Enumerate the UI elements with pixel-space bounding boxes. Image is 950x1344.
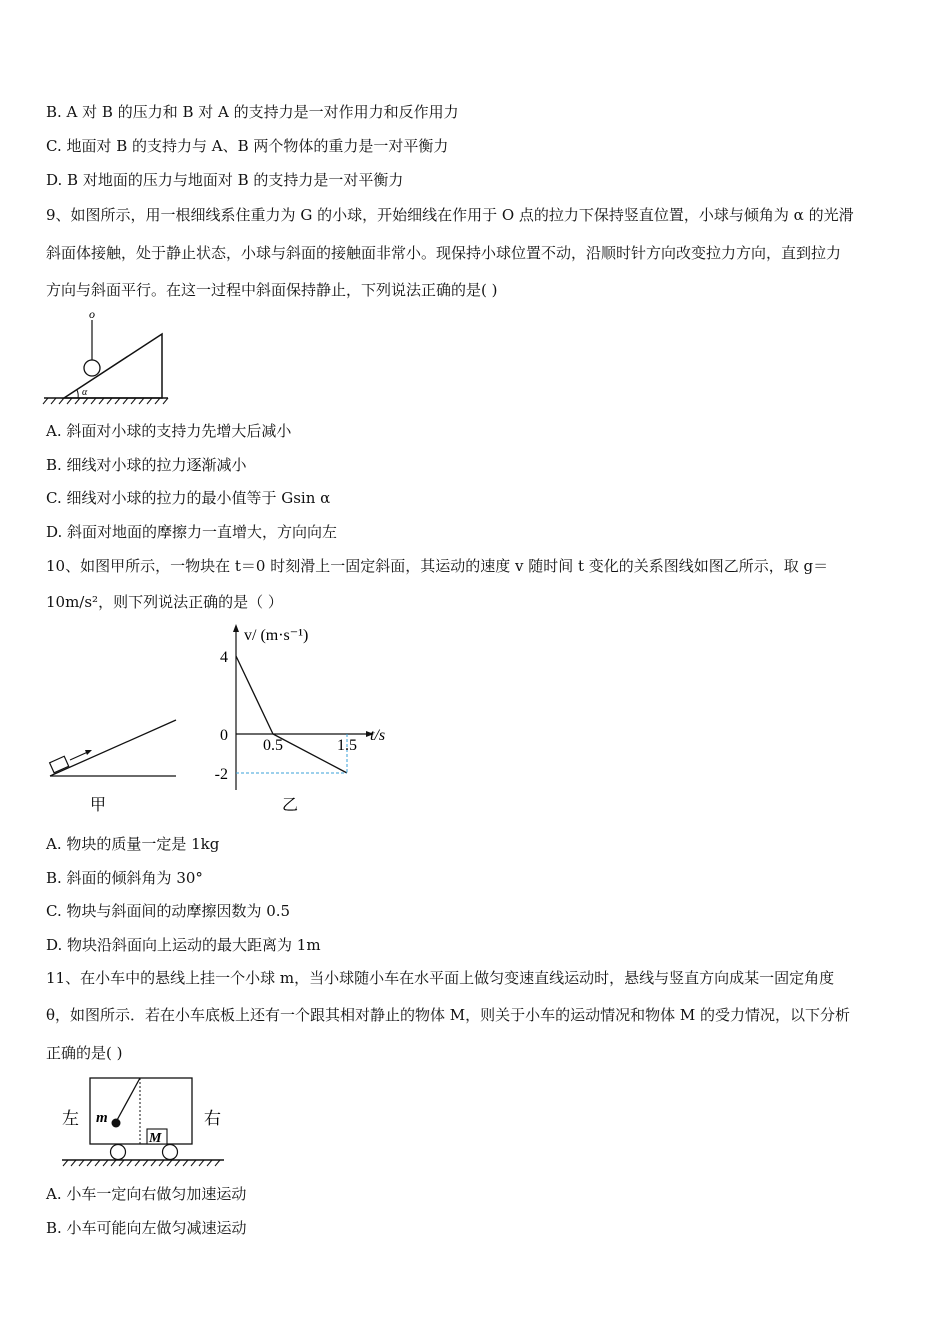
y-axis-label: v/ (m·s⁻¹) [244, 627, 309, 644]
q9-option-d: D. 斜面对地面的摩擦力一直增大，方向向左 [46, 523, 338, 541]
q10-option-d: D. 物块沿斜面向上运动的最大距离为 1m [46, 936, 321, 954]
q11-ball-m [112, 1119, 121, 1128]
q11-wheel-left [111, 1145, 126, 1160]
x-tick-label: 0.5 [263, 737, 283, 754]
y-tick-label: 0 [220, 727, 228, 744]
q11-wheel-right [163, 1145, 178, 1160]
y-tick-label: 4 [220, 649, 228, 666]
q8-option-c: C. 地面对 B 的支持力与 A、B 两个物体的重力是一对平衡力 [46, 137, 449, 155]
q9-ball [84, 360, 100, 376]
q9-label-o: o [89, 307, 95, 321]
q11-stem-line2: θ，如图所示．若在小车底板上还有一个跟其相对静止的物体 M，则关于小车的运动情况和物体 M 的受力情况，以下分析 [46, 1006, 851, 1024]
q11-option-a: A. 小车一定向右做匀加速运动 [46, 1185, 247, 1203]
q10-label-yi: 乙 [282, 797, 299, 814]
q9-option-c: C. 细线对小球的拉力的最小值等于 Gsin α [46, 489, 331, 507]
q9-figure-incline [40, 306, 180, 410]
q9-option-a: A. 斜面对小球的支持力先增大后减小 [46, 422, 292, 440]
q9-stem-line2: 斜面体接触，处于静止状态，小球与斜面的接触面非常小。现保持小球位置不动，沿顺时针方向改变拉力方向，直到拉力 [46, 244, 842, 262]
q8-option-d: D. B 对地面的压力与地面对 B 的支持力是一对平衡力 [46, 171, 404, 189]
q10-block [50, 756, 69, 773]
q10-stem-line2: 10m/s²，则下列说法正确的是（ ） [46, 593, 283, 611]
x-tick-label: 1.5 [337, 737, 357, 754]
q11-label-right: 右 [204, 1109, 221, 1128]
q10-figure-jia [46, 712, 186, 816]
v-axis-arrow [233, 624, 239, 632]
q11-figure-cart [56, 1072, 236, 1172]
q10-figure-yi [210, 622, 400, 818]
q10-stem-line1: 10、如图甲所示，一物块在 t＝0 时刻滑上一固定斜面，其运动的速度 v 随时间 t 变化的关系图线如图乙所示，取 g＝ [46, 557, 829, 575]
q9-label-alpha: α [82, 387, 88, 398]
q11-stem-line1: 11、在小车中的悬线上挂一个小球 m，当小球随小车在水平面上做匀变速直线运动时，悬线与竖直方向成某一固定角度 [46, 969, 835, 987]
q11-option-b: B. 小车可能向左做匀减速运动 [46, 1219, 247, 1237]
q11-stem-line3: 正确的是( ) [46, 1044, 123, 1062]
q9-stem-line1: 9、如图所示，用一根细线系住重力为 G 的小球，开始细线在作用于 O 点的拉力下保持竖直位置，小球与倾角为 α 的光滑 [46, 206, 854, 224]
q10-option-c: C. 物块与斜面间的动摩擦因数为 0.5 [46, 902, 291, 920]
vt-series-line [236, 656, 347, 773]
q8-option-b: B. A 对 B 的压力和 B 对 A 的支持力是一对作用力和反作用力 [46, 103, 459, 121]
q11-label-left: 左 [62, 1109, 79, 1128]
q10-label-jia: 甲 [90, 797, 107, 814]
q10-option-b: B. 斜面的倾斜角为 30° [46, 869, 203, 887]
q11-label-m: m [96, 1110, 108, 1126]
q11-label-M: M [149, 1131, 162, 1146]
q9-stem-line3: 方向与斜面平行。在这一过程中斜面保持静止，下列说法正确的是( ) [46, 281, 498, 299]
q10-option-a: A. 物块的质量一定是 1kg [46, 835, 220, 853]
q9-option-b: B. 细线对小球的拉力逐渐减小 [46, 456, 247, 474]
x-axis-label: t/s [370, 727, 386, 744]
y-tick-label: -2 [214, 766, 228, 783]
